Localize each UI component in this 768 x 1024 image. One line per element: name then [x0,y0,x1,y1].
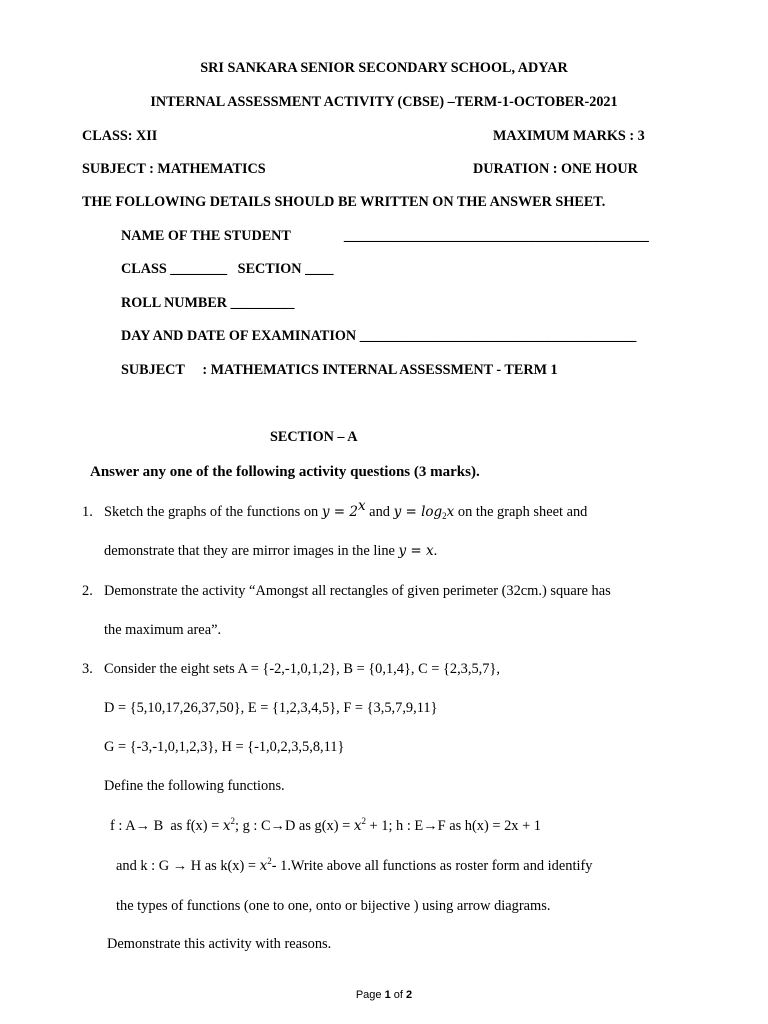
assessment-title: INTERNAL ASSESSMENT ACTIVITY (CBSE) –TERM-1-OCTOBER-2021 [150,94,618,110]
question-3-line-4: Define the following functions. [104,778,285,794]
max-marks: MAXIMUM MARKS : 3 [493,128,645,144]
class-label: CLASS: XII [82,128,158,144]
question-2-line-2: the maximum area”. [104,622,222,638]
question-1-line-1: Sketch the graphs of the functions on $y = 2^x$ and $y = \log_2x$ on the graph sheet and [104,498,588,521]
subject-label: SUBJECT : MATHEMATICS [82,161,266,177]
class-section-field: CLASS ________ SECTION ____ [121,261,334,277]
question-3-line-8: Demonstrate this activity with reasons. [107,936,332,952]
section-title: SECTION – A [270,429,358,445]
question-3-number: 3. [82,661,93,677]
exam-date-field: DAY AND DATE OF EXAMINATION _______________________________________ [121,328,637,344]
answer-sheet-instruction: THE FOLLOWING DETAILS SHOULD BE WRITTEN ON THE ANSWER SHEET. [82,194,606,210]
question-2-line-1: Demonstrate the activity “Amongst all rectangles of given perimeter (32cm.) square has [104,583,611,599]
question-3-line-2: D = {5,10,17,26,37,50}, E = {1,2,3,4,5}, F = {3,5,7,9,11} [104,700,438,716]
question-1-number: 1. [82,504,93,520]
question-3-k-function-line: and k : G → H as $k(x) = x^2-$ 1.Write above all functions as roster form and identify [116,856,593,874]
school-name: SRI SANKARA SENIOR SECONDARY SCHOOL, ADYAR [200,60,568,76]
page-indicator: Page 1 of 2 [355,989,413,1001]
duration-label: DURATION : ONE HOUR [473,161,638,177]
section-instruction: Answer any one of the following activity questions (3 marks). [90,464,480,480]
question-3-line-7: the types of functions (one to one, onto or bijective ) using arrow diagrams. [116,898,551,914]
student-name-field: NAME OF THE STUDENT ___________________________________________ [121,228,649,244]
question-3-functions-line: f : A→ B as $f(x) = x^2$; g : C→D as $g(x) = x^2 + 1$; h : E→F as h(x) = 2x + 1 [110,816,541,834]
question-2-number: 2. [82,583,93,599]
question-1-line-2: demonstrate that they are mirror images in the line y = x. [104,543,438,559]
question-3-line-1: Consider the eight sets A = {-2,-1,0,1,2}, B = {0,1,4}, C = {2,3,5,7}, [104,661,500,677]
roll-number-field: ROLL NUMBER _________ [121,295,295,311]
question-3-line-3: G = {-3,-1,0,1,2,3}, H = {-1,0,2,3,5,8,11} [104,739,345,755]
subject-field: SUBJECT : MATHEMATICS INTERNAL ASSESSMENT - TERM 1 [121,362,558,378]
